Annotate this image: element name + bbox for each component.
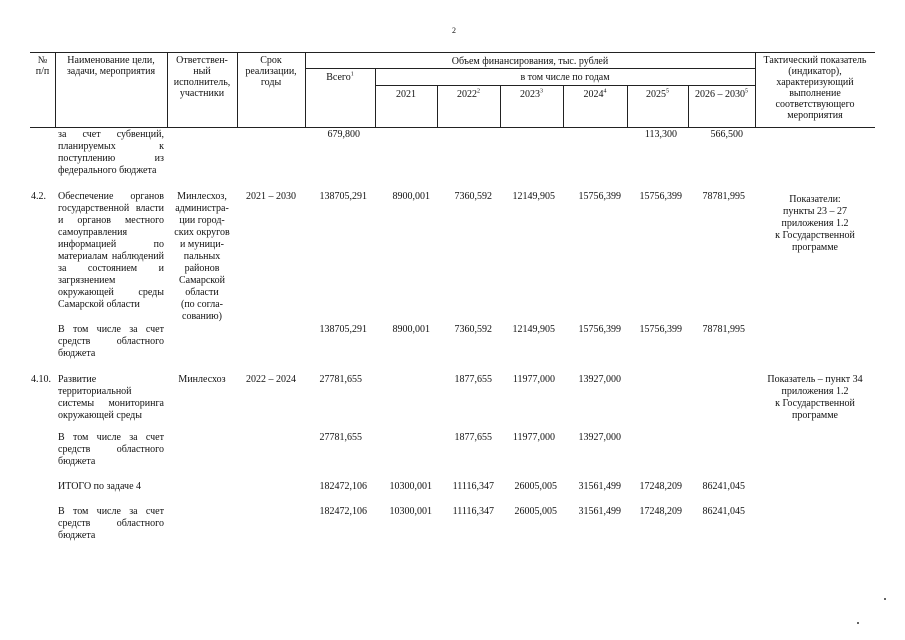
row1-2024: 15756,399 (578, 191, 621, 202)
row1-2021: 8900,001 (392, 191, 430, 202)
row5-2026: 86241,045 (702, 481, 745, 492)
row3-indicator: Показатель – пункт 34 приложения 1.2 к Государственной программе (767, 374, 863, 421)
row2-name: В том числе за счет средств областного бюджета (58, 324, 164, 359)
row3-responsible: Минлесхоз (178, 374, 226, 385)
row5-name: ИТОГО по задаче 4 (58, 481, 142, 492)
row6-2021: 10300,001 (389, 506, 432, 517)
header-bottom-border (30, 127, 875, 128)
row3-term: 2022 – 2024 (246, 374, 296, 385)
row2-2025: 15756,399 (639, 324, 682, 335)
row1-num: 4.2. (31, 191, 46, 202)
row1-total: 138705,291 (319, 191, 367, 202)
header-total-footnote: 1 (350, 71, 354, 78)
header-num: № п/п (35, 55, 50, 77)
row6-2023: 26005,005 (514, 506, 557, 517)
row2-2023: 12149,905 (512, 324, 555, 335)
row3-2022: 1877,655 (454, 374, 492, 385)
row3-total: 27781,655 (319, 374, 362, 385)
header-total: Всего$^1$ (326, 71, 354, 83)
header-name: Наименование цели, задачи, мероприятия (66, 55, 156, 77)
header-2024: 2024$^4$ (583, 88, 607, 100)
row1-2025: 15756,399 (639, 191, 682, 202)
header-2021: 2021 (396, 89, 416, 100)
row1-2026: 78781,995 (702, 191, 745, 202)
row6-2025: 17248,209 (639, 506, 682, 517)
years-header-divider (375, 85, 755, 86)
scan-speck (857, 622, 859, 624)
header-by-years: в том числе по годам (520, 72, 610, 83)
header-funding: Объем финансирования, тыс. рублей (451, 56, 609, 67)
row6-2024: 31561,499 (578, 506, 621, 517)
row1-term: 2021 – 2030 (246, 191, 296, 202)
row5-2024: 31561,499 (578, 481, 621, 492)
row2-2024: 15756,399 (578, 324, 621, 335)
funding-header-divider (305, 68, 755, 69)
row4-total: 27781,655 (319, 432, 362, 443)
header-indicator: Тактический показатель (индикатор), характеризующий выполнение соответствующего мероприятия (763, 55, 867, 121)
row1-responsible: Минлесхоз, администра- ции город- ских округов и муници- пальных районов Самарской области (по согла- сованию) (174, 191, 230, 322)
header-2022-footnote: 2 (477, 88, 480, 95)
row2-2026: 78781,995 (702, 324, 745, 335)
row1-2023: 12149,905 (512, 191, 555, 202)
row5-total: 182472,106 (319, 481, 367, 492)
row4-2022: 1877,655 (454, 432, 492, 443)
row3-num: 4.10. (31, 374, 51, 385)
header-2024-footnote: 4 (603, 88, 607, 95)
row2-2022: 7360,592 (454, 324, 492, 335)
row6-2022: 11116,347 (452, 506, 494, 517)
row0-2026: 566,500 (710, 129, 743, 140)
row4-2023: 11977,000 (512, 432, 555, 443)
row0-total: 679,800 (327, 129, 360, 140)
scan-speck (884, 598, 886, 600)
row2-total: 138705,291 (319, 324, 367, 335)
header-2025: 2025$^5$ (646, 88, 669, 100)
header-2025-footnote: 5 (666, 88, 669, 95)
row3-2023: 11977,000 (512, 374, 555, 385)
row5-2021: 10300,001 (389, 481, 432, 492)
row0-name: за счет субвенций, планируемых к поступлению из федерального бюджета (58, 129, 164, 176)
row6-name: В том числе за счет средств областного бюджета (58, 506, 164, 541)
row5-2025: 17248,209 (639, 481, 682, 492)
row3-name: Развитие территориальной системы мониторинга окружающей среды (58, 374, 164, 421)
row1-name: Обеспечение органов государственной власти и органов местного самоуправления информацией по материалам наблюдений за состоянием и загрязнением окружающей среды Самарской области (58, 191, 164, 310)
row6-total: 182472,106 (319, 506, 367, 517)
row4-2024: 13927,000 (578, 432, 621, 443)
row0-2025: 113,300 (644, 129, 677, 140)
header-2023: 2023$^3$ (520, 88, 543, 100)
header-term: Срок реализации, годы (245, 55, 297, 88)
header-2022: 2022$^2$ (457, 88, 480, 100)
row3-2024: 13927,000 (578, 374, 621, 385)
header-2023-footnote: 3 (540, 88, 543, 95)
header-2026-footnote: 5 (745, 88, 748, 95)
header-2026-2030: 2026 – 2030$^5$ (695, 88, 748, 100)
row5-2023: 26005,005 (514, 481, 557, 492)
header-responsible: Ответствен- ный исполнитель, участники (173, 55, 231, 99)
page-number: 2 (452, 26, 456, 35)
row4-name: В том числе за счет средств областного бюджета (58, 432, 164, 467)
row1-indicator: Показатели: пункты 23 – 27 приложения 1.2 к Государственной программе (775, 194, 855, 253)
row1-2022: 7360,592 (454, 191, 492, 202)
row2-2021: 8900,001 (392, 324, 430, 335)
row6-2026: 86241,045 (702, 506, 745, 517)
table-top-border (30, 52, 875, 53)
row5-2022: 11116,347 (452, 481, 494, 492)
